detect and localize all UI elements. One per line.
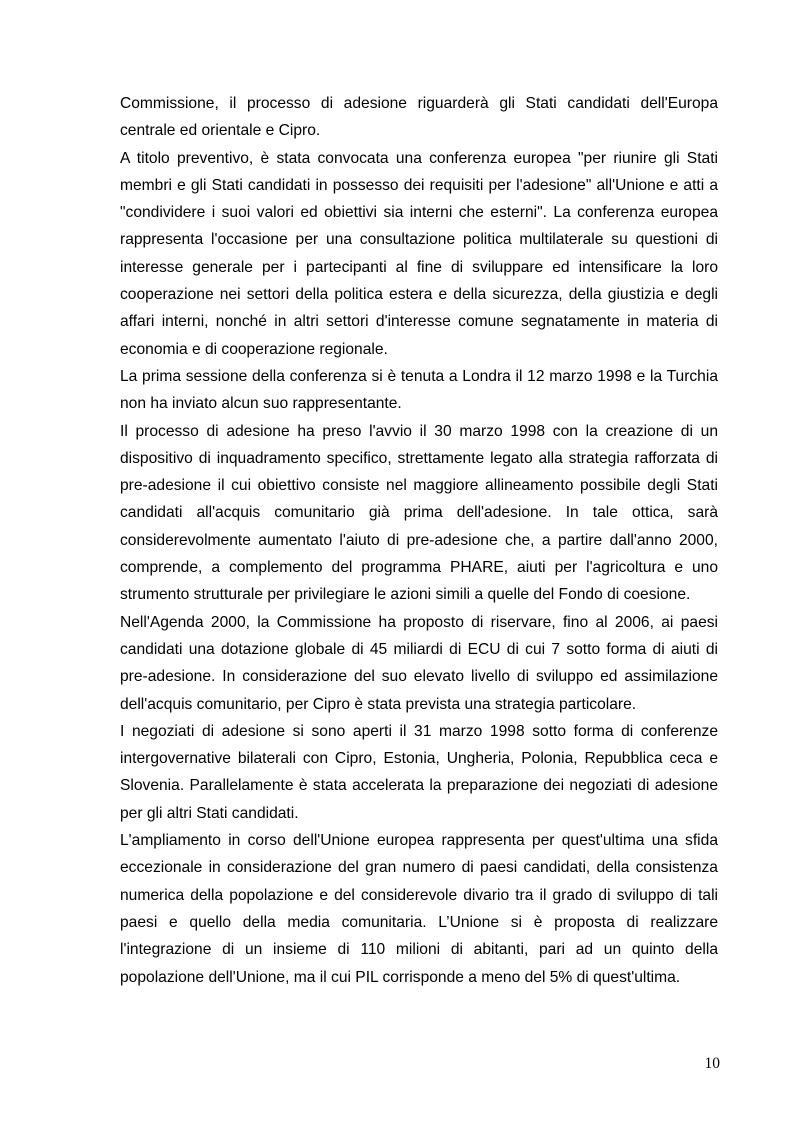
paragraph: Commissione, il processo di adesione riguarderà gli Stati candidati dell'Europa centrale ed orientale e Cipro. [120, 95, 718, 140]
paragraph: Nell'Agenda 2000, la Commissione ha proposto di riservare, fino al 2006, ai paesi candidati una dotazione globale di 45 miliardi di ECU di cui 7 sotto forma di aiuti di pre-adesione. In considerazione del suo elevato livello di sviluppo ed assimilazione dell'acquis comunitario, per Cipro è stata prevista una strategia particolare. [120, 613, 718, 713]
paragraph: La prima sessione della conferenza si è tenuta a Londra il 12 marzo 1998 e la Turchia non ha inviato alcun suo rappresentante. [120, 367, 718, 413]
paragraph: Il processo di adesione ha preso l'avvio il 30 marzo 1998 con la creazione di un dispositivo di inquadramento specifico, strettamente legato alla strategia rafforzata di pre-adesione il cui obiettivo consiste nel maggiore allineamento possibile degli Stati candidati all'acquis comunitario già prima dell'adesione. In tale ottica, sarà considerevolmente aumentato l'aiuto di pre-adesione che, a partire dall'anno 2000, comprende, a complemento del programma PHARE, aiuti per l'agricoltura e uno strumento strutturale per privilegiare le azioni simili a quelle del Fondo di coesione. [120, 422, 718, 604]
paragraph: A titolo preventivo, è stata convocata una conferenza europea "per riunire gli Stati membri e gli Stati candidati in possesso dei requisiti per l'adesione" all'Unione e atti a "condividere i suoi valori ed obiettivi sia interni che esterni". La conferenza europea rappresenta l'occasione per una consultazione politica multilaterale su questioni di interesse generale per i partecipanti al fine di sviluppare ed intensificare la loro cooperazione nei settori della politica estera e della sicurezza, della giustizia e degli affari interni, nonché in altri settori d'interesse comune segnatamente in materia di economia e di cooperazione regionale. [120, 149, 718, 358]
page-number: 10 [704, 1055, 720, 1072]
paragraph: L'ampliamento in corso dell'Unione europea rappresenta per quest'ultima una sfida eccezionale in considerazione del gran numero di paesi candidati, della consistenza numerica della popolazione e del considerevole divario tra il grado di sviluppo di tali paesi e quello della media comunitaria. L’Unione si è proposta di realizzare l'integrazione di un insieme di 110 milioni di abitanti, pari ad un quinto della popolazione dell'Unione, ma il cui PIL corrisponde a meno del 5% di quest'ultima. [120, 832, 718, 986]
paragraph: I negoziati di adesione si sono aperti il 31 marzo 1998 sotto forma di conferenze intergovernative bilaterali con Cipro, Estonia, Ungheria, Polonia, Repubblica ceca e Slovenia. Parallelamente è stata accelerata la preparazione dei negoziati di adesione per gli altri Stati candidati. [120, 722, 718, 822]
body-text [120, 90, 718, 991]
